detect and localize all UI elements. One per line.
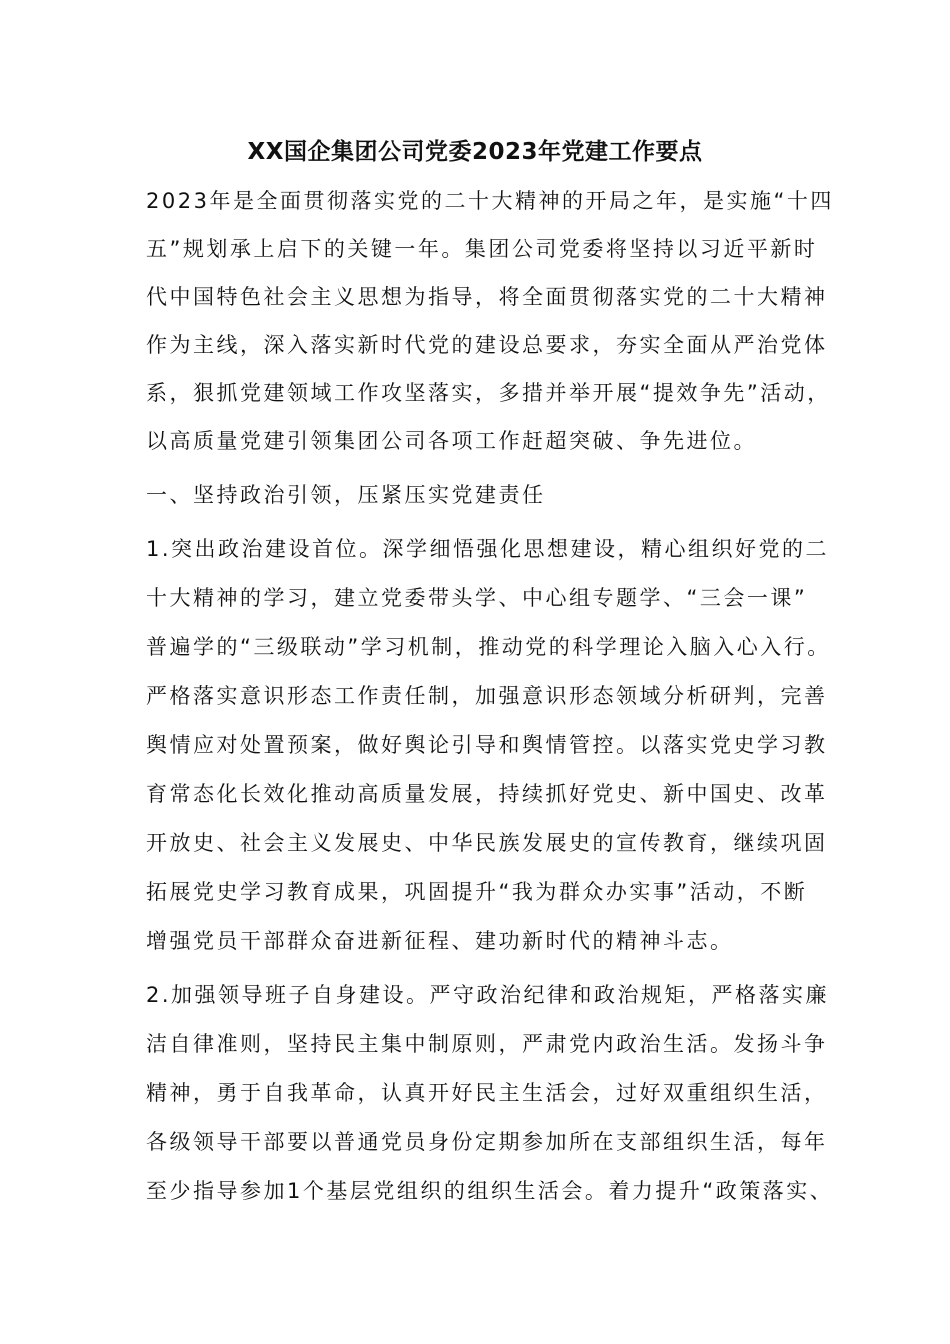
- paragraph-line: 普遍学的“三级联动”学习机制，推动党的科学理论入脑入心入行。: [146, 635, 831, 659]
- paragraph-line: 精神，勇于自我革命，认真开好民主生活会，过好双重组织生活，: [146, 1081, 828, 1105]
- paragraph-line: 各级领导干部要以普通党员身份定期参加所在支部组织生活，每年: [146, 1130, 828, 1154]
- paragraph-line: 舆情应对处置预案，做好舆论引导和舆情管控。以落实党史学习教: [146, 733, 828, 757]
- paragraph-line: 系，狠抓党建领域工作攻坚落实，多措并举开展“提效争先”活动，: [146, 381, 831, 405]
- paragraph-line: 作为主线，深入落实新时代党的建设总要求，夯实全面从严治党体: [146, 333, 828, 357]
- paragraph-line: 育常态化长效化推动高质量发展，持续抓好党史、新中国史、改革: [146, 782, 828, 806]
- paragraph-line: 洁自律准则，坚持民主集中制原则，严肃党内政治生活。发扬斗争: [146, 1032, 828, 1056]
- paragraph-line: 拓展党史学习教育成果，巩固提升“我为群众办实事”活动，不断: [146, 880, 808, 904]
- document-title: XX国企集团公司党委2023年党建工作要点: [247, 139, 703, 165]
- paragraph-line: 2023年是全面贯彻落实党的二十大精神的开局之年，是实施“十四: [146, 189, 834, 213]
- paragraph-line: 2.加强领导班子自身建设。严守政治纪律和政治规矩，严格落实廉: [146, 983, 830, 1007]
- paragraph-line: 严格落实意识形态工作责任制，加强意识形态领域分析研判，完善: [146, 684, 828, 708]
- paragraph-line: 增强党员干部群众奋进新征程、建功新时代的精神斗志。: [146, 929, 734, 953]
- section-heading: 一、坚持政治引领，压紧压实党建责任: [146, 483, 546, 507]
- paragraph-line: 开放史、社会主义发展史、中华民族发展史的宣传教育，继续巩固: [146, 831, 828, 855]
- paragraph-line: 代中国特色社会主义思想为指导，将全面贯彻落实党的二十大精神: [146, 285, 828, 309]
- paragraph-line: 1.突出政治建设首位。深学细悟强化思想建设，精心组织好党的二: [146, 537, 830, 561]
- paragraph-line: 五”规划承上启下的关键一年。集团公司党委将坚持以习近平新时: [146, 237, 818, 261]
- paragraph-line: 至少指导参加1个基层党组织的组织生活会。着力提升“政策落实、: [146, 1179, 834, 1203]
- paragraph-line: 以高质量党建引领集团公司各项工作赶超突破、争先进位。: [146, 429, 757, 453]
- paragraph-line: 十大精神的学习，建立党委带头学、中心组专题学、“三会一课”: [146, 586, 808, 610]
